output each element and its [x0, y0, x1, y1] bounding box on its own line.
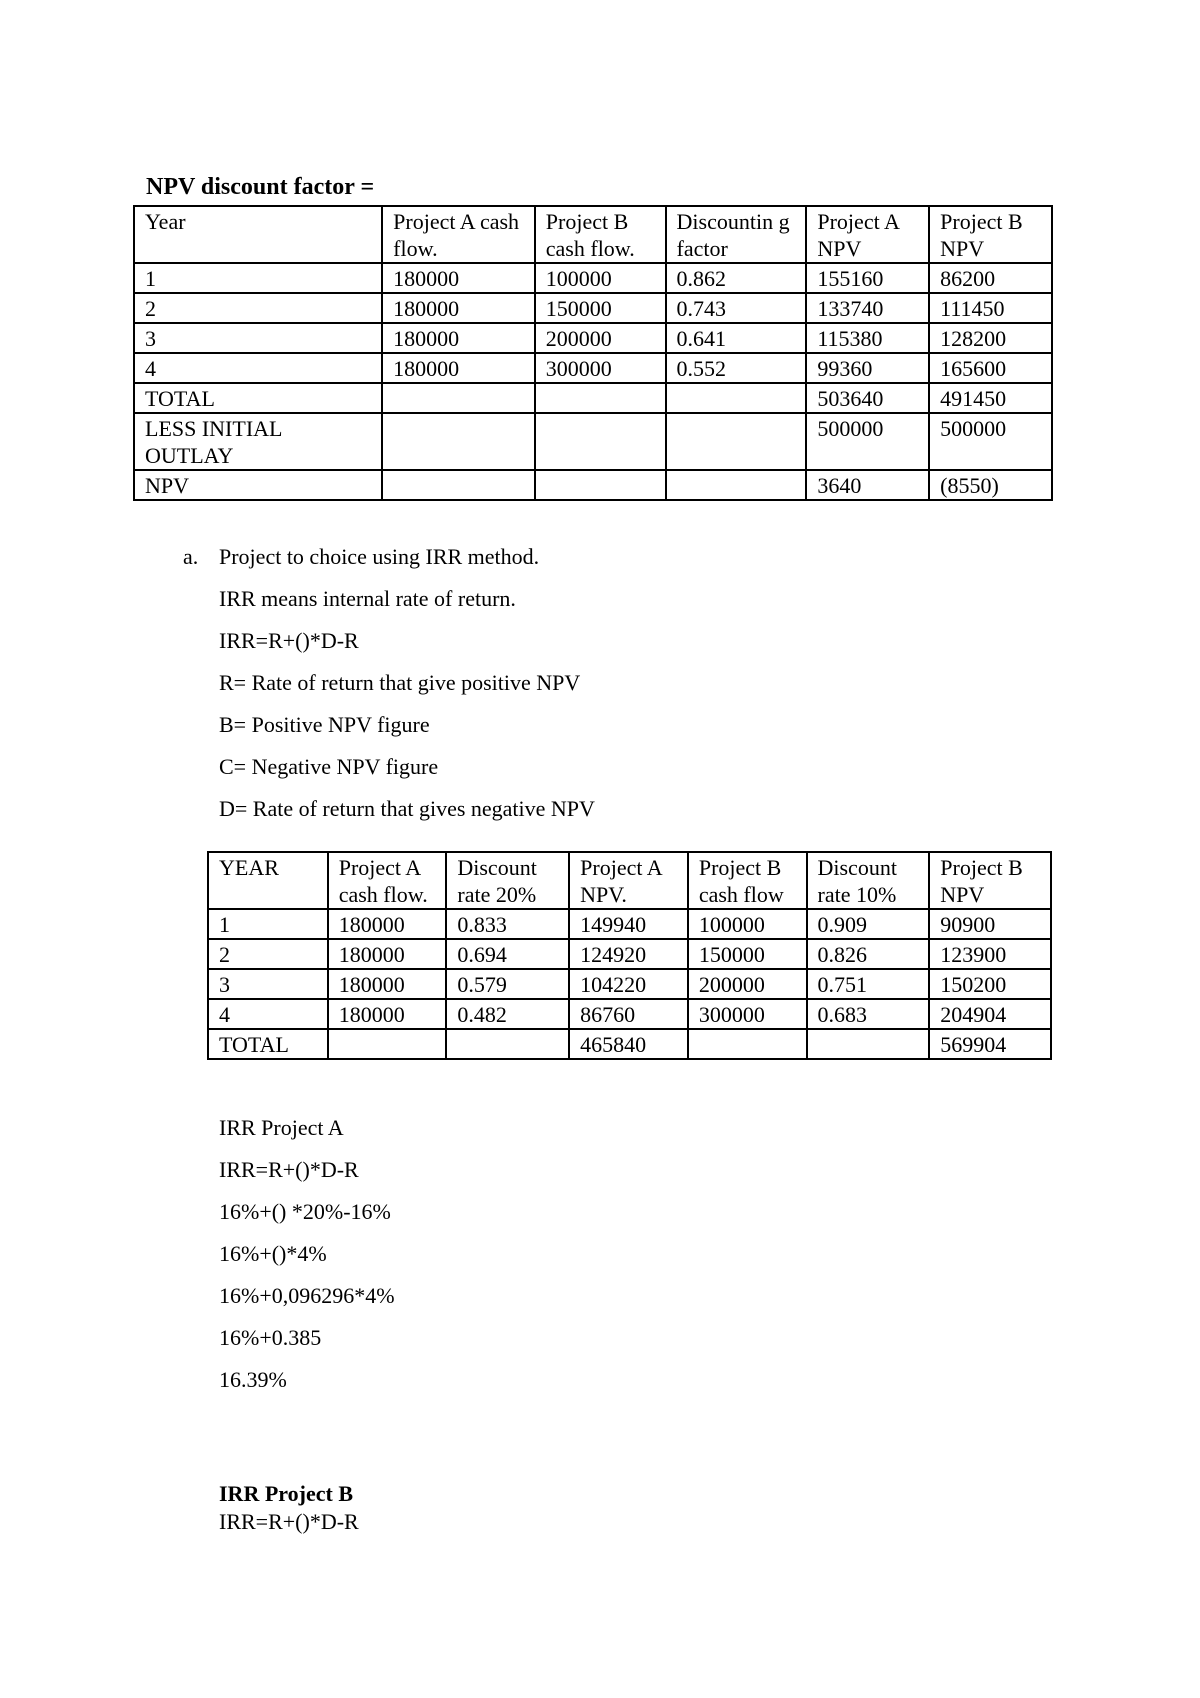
table-row	[208, 969, 1051, 999]
table-cell: 124920	[569, 939, 688, 969]
table-cell: 200000	[688, 969, 807, 999]
table-cell: 2	[134, 293, 382, 323]
intro-line: C= Negative NPV figure	[219, 754, 439, 779]
table-cell: 90900	[929, 909, 1051, 939]
working-line: IRR Project A	[219, 1115, 344, 1140]
table-cell	[807, 1029, 930, 1059]
table-row	[134, 383, 1052, 413]
table-cell: 0.579	[446, 969, 569, 999]
table-cell	[666, 413, 807, 470]
table-header-cell: Discount rate 10%	[807, 852, 930, 909]
table-cell: 180000	[382, 263, 535, 293]
table-cell: 503640	[806, 383, 929, 413]
table-cell: 180000	[328, 939, 447, 969]
list-marker: a.	[183, 544, 199, 569]
working-line: 16%+0,096296*4%	[219, 1283, 395, 1308]
table-cell: 300000	[688, 999, 807, 1029]
table-header-cell: Project A NPV	[806, 206, 929, 263]
irr-table	[207, 851, 1052, 1060]
table-cell: 99360	[806, 353, 929, 383]
table-header-row	[208, 852, 1051, 909]
table-row	[134, 293, 1052, 323]
table-cell: 4	[134, 353, 382, 383]
table-cell: 0.641	[666, 323, 807, 353]
table-cell: 150000	[688, 939, 807, 969]
table-row	[134, 263, 1052, 293]
table-cell: 300000	[535, 353, 666, 383]
table-cell: 500000	[806, 413, 929, 470]
intro-line: Project to choice using IRR method.	[219, 544, 540, 569]
table-cell: 0.552	[666, 353, 807, 383]
table-cell: TOTAL	[208, 1029, 328, 1059]
table-header-cell: Project A cash flow.	[328, 852, 447, 909]
table-row	[208, 1029, 1051, 1059]
table-cell: 1	[134, 263, 382, 293]
table-row	[208, 999, 1051, 1029]
table-cell: 180000	[328, 969, 447, 999]
table-cell: 111450	[929, 293, 1052, 323]
table-cell	[535, 383, 666, 413]
table-header-cell: Discountin g factor	[666, 206, 807, 263]
table-cell: 569904	[929, 1029, 1051, 1059]
table-cell: 86200	[929, 263, 1052, 293]
table-cell	[446, 1029, 569, 1059]
table-row	[134, 413, 1052, 470]
table-cell: 180000	[382, 353, 535, 383]
table-cell: 128200	[929, 323, 1052, 353]
intro-line: R= Rate of return that give positive NPV	[219, 670, 581, 695]
npv-heading: NPV discount factor =	[146, 174, 375, 200]
table-cell: 2	[208, 939, 328, 969]
table-cell: 100000	[535, 263, 666, 293]
table-cell: 180000	[382, 293, 535, 323]
table-cell: 100000	[688, 909, 807, 939]
table-header-cell: Year	[134, 206, 382, 263]
table-cell: 500000	[929, 413, 1052, 470]
table-cell: 133740	[806, 293, 929, 323]
table-header-cell: Project B cash flow.	[535, 206, 666, 263]
table-cell	[382, 413, 535, 470]
table-header-cell: Project B NPV	[929, 852, 1051, 909]
table-cell: 123900	[929, 939, 1051, 969]
working-line: 16.39%	[219, 1367, 287, 1392]
table-cell: 104220	[569, 969, 688, 999]
table-cell: 465840	[569, 1029, 688, 1059]
table-cell: 150000	[535, 293, 666, 323]
table-cell	[688, 1029, 807, 1059]
table-cell: NPV	[134, 470, 382, 500]
working-line: 16%+()*4%	[219, 1241, 327, 1266]
working-line: 16%+() *20%-16%	[219, 1199, 391, 1224]
table-cell: 3	[208, 969, 328, 999]
table-cell: 491450	[929, 383, 1052, 413]
table-cell: 204904	[929, 999, 1051, 1029]
table-cell	[328, 1029, 447, 1059]
intro-line: IRR=R+()*D-R	[219, 628, 359, 653]
table-cell: 0.743	[666, 293, 807, 323]
table-cell: 0.826	[807, 939, 930, 969]
table-header-cell: YEAR	[208, 852, 328, 909]
table-row	[134, 353, 1052, 383]
table-cell	[666, 383, 807, 413]
table-header-cell: Project B cash flow	[688, 852, 807, 909]
irr-project-b-formula: IRR=R+()*D-R	[219, 1509, 359, 1534]
table-cell	[382, 383, 535, 413]
npv-table	[133, 205, 1053, 501]
table-header-row	[134, 206, 1052, 263]
table-cell: 150200	[929, 969, 1051, 999]
table-cell: (8550)	[929, 470, 1052, 500]
table-header-cell: Project B NPV	[929, 206, 1052, 263]
table-header-cell: Project A cash flow.	[382, 206, 535, 263]
table-cell: 4	[208, 999, 328, 1029]
table-cell: 86760	[569, 999, 688, 1029]
table-cell	[382, 470, 535, 500]
table-cell: 155160	[806, 263, 929, 293]
table-cell: 0.482	[446, 999, 569, 1029]
intro-line: B= Positive NPV figure	[219, 712, 430, 737]
table-cell: 165600	[929, 353, 1052, 383]
table-cell: 0.862	[666, 263, 807, 293]
table-header-cell: Project A NPV.	[569, 852, 688, 909]
table-cell: 3	[134, 323, 382, 353]
table-cell	[535, 413, 666, 470]
table-row	[208, 939, 1051, 969]
table-cell: 115380	[806, 323, 929, 353]
table-cell: 0.751	[807, 969, 930, 999]
table-cell: 0.909	[807, 909, 930, 939]
table-cell: LESS INITIAL OUTLAY	[134, 413, 382, 470]
table-cell	[535, 470, 666, 500]
working-line: 16%+0.385	[219, 1325, 322, 1350]
working-line: IRR=R+()*D-R	[219, 1157, 359, 1182]
table-cell: 0.683	[807, 999, 930, 1029]
table-cell: 3640	[806, 470, 929, 500]
table-row	[208, 909, 1051, 939]
table-cell: 180000	[328, 999, 447, 1029]
table-cell: TOTAL	[134, 383, 382, 413]
table-cell: 149940	[569, 909, 688, 939]
table-cell: 0.694	[446, 939, 569, 969]
table-header-cell: Discount rate 20%	[446, 852, 569, 909]
table-cell: 180000	[382, 323, 535, 353]
irr-project-b-title: IRR Project B	[219, 1481, 353, 1506]
table-cell: 200000	[535, 323, 666, 353]
table-cell: 0.833	[446, 909, 569, 939]
table-cell: 180000	[328, 909, 447, 939]
table-cell: 1	[208, 909, 328, 939]
intro-line: IRR means internal rate of return.	[219, 586, 516, 611]
intro-line: D= Rate of return that gives negative NPV	[219, 796, 595, 821]
table-cell	[666, 470, 807, 500]
table-row	[134, 470, 1052, 500]
table-row	[134, 323, 1052, 353]
